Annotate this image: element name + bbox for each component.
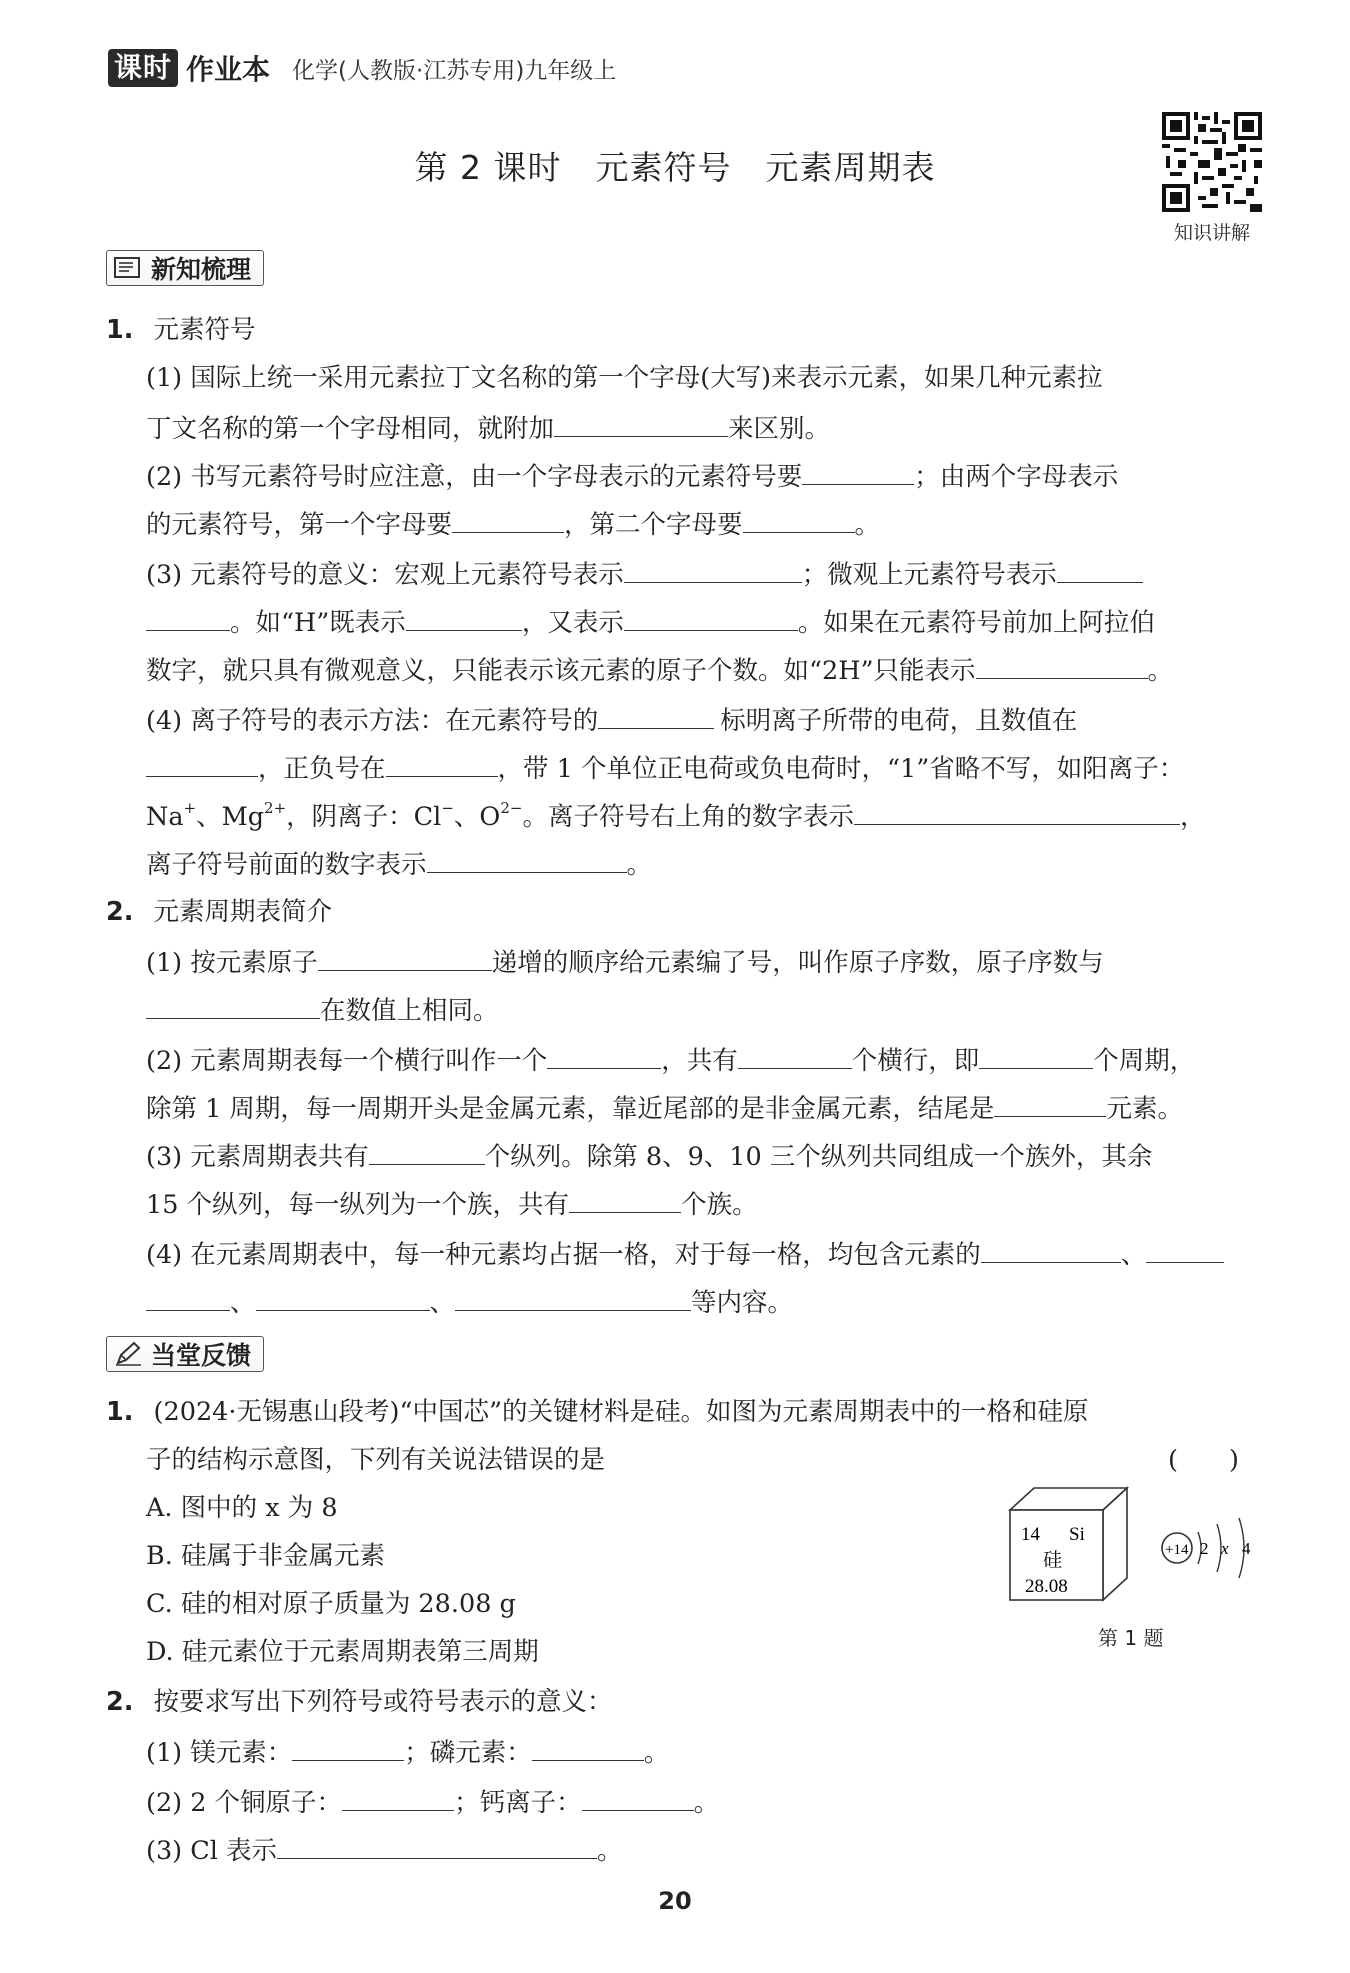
- text: 等内容。: [691, 1288, 794, 1318]
- p1-c-line1: [146, 552, 1143, 595]
- figure-caption: 第 1 题: [1098, 1626, 1164, 1650]
- text: (2) 2 个铜原子：: [146, 1788, 343, 1818]
- q1-option-d[interactable]: D. 硅元素位于元素周期表第三周期: [146, 1637, 539, 1667]
- answer-blank[interactable]: [427, 842, 627, 873]
- text: 标明离子所带的电荷，且数值在: [720, 706, 1078, 736]
- q1-stem-line1: [106, 1392, 1089, 1432]
- section-header-new-knowledge: [106, 250, 264, 286]
- qr-code-icon[interactable]: [1162, 112, 1262, 212]
- answer-blank[interactable]: [292, 1730, 404, 1761]
- part2-number: 2.: [106, 897, 134, 927]
- text: 。: [626, 850, 653, 880]
- text: ，第二个字母要: [564, 510, 743, 540]
- answer-blank[interactable]: [598, 698, 714, 729]
- periodic-cell: [1010, 1488, 1127, 1600]
- qr-caption: 知识讲解: [1173, 222, 1250, 244]
- text: (2024·无锡惠山段考)“中国芯”的关键材料是硅。如图为元素周期表中的一格和硅原: [153, 1397, 1089, 1427]
- text: (1) 按元素原子: [146, 948, 318, 978]
- text: (2) 元素周期表每一个横行叫作一个: [146, 1046, 548, 1076]
- section-title: 当堂反馈: [151, 1341, 252, 1370]
- shell-3-electrons: 4: [1242, 1539, 1251, 1558]
- q1-number: 1.: [106, 1397, 134, 1427]
- p2-d-line2: [146, 1280, 793, 1323]
- brand-badge: 课时: [108, 49, 178, 87]
- text: 个周期，: [1093, 1046, 1196, 1076]
- q1-option-c[interactable]: C. 硅的相对原子质量为 28.08 g: [146, 1589, 516, 1619]
- answer-blank[interactable]: [146, 746, 258, 777]
- p1-d-line1: [146, 698, 1077, 741]
- text: 来区别。: [728, 414, 831, 444]
- q2-part1: [146, 1730, 669, 1773]
- part2-heading: [106, 892, 332, 932]
- text: ，又表示: [521, 608, 624, 638]
- text: 、: [1120, 1240, 1147, 1270]
- text: 离子符号前面的数字表示: [146, 850, 427, 880]
- shell-1-electrons: 2: [1200, 1539, 1209, 1558]
- text: 子的结构示意图，下列有关说法错误的是: [146, 1445, 606, 1475]
- answer-blank[interactable]: [146, 988, 320, 1019]
- text: 。: [643, 1738, 670, 1768]
- text: 数字，就只具有微观意义，只能表示该元素的原子个数。如“2H”只能表示: [146, 656, 976, 686]
- text: 。离子符号右上角的数字表示: [522, 802, 854, 832]
- element-symbol: Si: [1069, 1524, 1085, 1545]
- text: Na: [146, 802, 184, 832]
- text: 除第 1 周期，每一周期开头是金属元素，靠近尾部的是非金属元素，结尾是: [146, 1094, 995, 1124]
- answer-blank[interactable]: [277, 1828, 597, 1859]
- answer-blank[interactable]: [342, 1780, 454, 1811]
- answer-blank[interactable]: [532, 1730, 644, 1761]
- subject-label: 化学(人教版·江苏专用)九年级上: [292, 57, 617, 84]
- answer-blank[interactable]: [569, 1182, 681, 1213]
- answer-blank[interactable]: [854, 794, 1180, 825]
- p1-d-line3: [146, 794, 1205, 837]
- text: ；微观上元素符号表示: [801, 560, 1057, 590]
- answer-blank[interactable]: [256, 1280, 430, 1311]
- p1-b-line1: [146, 454, 1118, 497]
- text: 、Mg: [196, 802, 265, 832]
- q1-option-a[interactable]: A. 图中的 x 为 8: [146, 1493, 338, 1523]
- atomic-mass: 28.08: [1025, 1576, 1068, 1597]
- text: ，带 1 个单位正电荷或负电荷时，“1”省略不写，如阳离子：: [497, 754, 1185, 784]
- text: ；由两个字母表示: [914, 462, 1119, 492]
- answer-blank[interactable]: [455, 1280, 691, 1311]
- answer-blank[interactable]: [386, 746, 498, 777]
- part1-heading: [106, 310, 256, 350]
- text: (4) 离子符号的表示方法：在元素符号的: [146, 706, 599, 736]
- text: (4) 在元素周期表中，每一种元素均占据一格，对于每一格，均包含元素的: [146, 1240, 981, 1270]
- answer-blank[interactable]: [976, 648, 1148, 679]
- superscript: −: [441, 799, 454, 817]
- p1-a-line2: [146, 406, 830, 449]
- p1-d-line2: [146, 746, 1184, 789]
- superscript: +: [183, 799, 197, 817]
- p2-a-line2: [146, 988, 499, 1031]
- text: (1) 国际上统一采用元素拉丁文名称的第一个字母(大写)来表示元素，如果几种元素拉: [146, 363, 1103, 393]
- text: ，正负号在: [258, 754, 386, 784]
- text: 。如果在元素符号前加上阿拉伯: [797, 608, 1155, 638]
- text: 个族。: [681, 1190, 758, 1220]
- p2-c-line1: [146, 1134, 1152, 1177]
- p1-a-line1: [146, 358, 1103, 398]
- superscript: 2−: [500, 799, 523, 817]
- p1-c-line2: [146, 600, 1155, 643]
- text: 递增的顺序给元素编了号，叫作原子序数，原子序数与: [491, 948, 1104, 978]
- part2-title: 元素周期表简介: [153, 897, 333, 927]
- text: ，阴离子：Cl: [286, 802, 442, 832]
- atom-structure: [1162, 1518, 1251, 1578]
- answer-blank[interactable]: [981, 1232, 1121, 1263]
- answer-blank[interactable]: [554, 406, 728, 437]
- atomic-number: 14: [1021, 1524, 1040, 1545]
- text: (3) 元素周期表共有: [146, 1142, 369, 1172]
- text: 在数值上相同。: [320, 996, 499, 1026]
- p1-b-line2: [146, 502, 880, 545]
- answer-blank[interactable]: [802, 454, 914, 485]
- p2-a-line1: [146, 940, 1104, 983]
- text: (2) 书写元素符号时应注意，由一个字母表示的元素符号要: [146, 462, 803, 492]
- section-box: [106, 250, 264, 286]
- q1-option-b[interactable]: B. 硅属于非金属元素: [146, 1541, 385, 1571]
- text: 。: [597, 1836, 623, 1866]
- q1-stem-line2: [146, 1440, 605, 1480]
- p1-d-line4: [146, 842, 652, 885]
- book-header: [108, 48, 616, 88]
- answer-blank[interactable]: [743, 502, 855, 533]
- shell-2-electrons: x: [1221, 1539, 1229, 1558]
- text: (3) 元素符号的意义：宏观上元素符号表示: [146, 560, 624, 590]
- text: (1) 镁元素：: [146, 1738, 293, 1768]
- text: 、: [230, 1288, 256, 1318]
- answer-blank[interactable]: [547, 1038, 661, 1069]
- text: 。如“H”既表示: [230, 608, 406, 638]
- q2-part2: [146, 1780, 719, 1823]
- answer-blank[interactable]: [369, 1134, 485, 1165]
- text: 的元素符号，第一个字母要: [146, 510, 453, 540]
- lesson-title: 第 2 课时 元素符号 元素周期表: [414, 148, 936, 187]
- p2-d-line1: [146, 1232, 1224, 1275]
- answer-blank[interactable]: [146, 1280, 230, 1311]
- q2-part3: [146, 1828, 623, 1871]
- text: ，共有: [661, 1046, 738, 1076]
- q1-answer-paren[interactable]: ( ): [1168, 1445, 1239, 1475]
- section-box: [106, 1336, 264, 1372]
- answer-blank[interactable]: [738, 1038, 852, 1069]
- text: ；钙离子：: [454, 1788, 582, 1818]
- book-icon: [113, 255, 143, 281]
- part1-title: 元素符号: [153, 315, 256, 345]
- brand-name: 作业本: [186, 53, 271, 86]
- text: (3) Cl 表示: [146, 1836, 277, 1866]
- text: ；磷元素：: [404, 1738, 532, 1768]
- q2-number: 2.: [106, 1687, 134, 1717]
- answer-blank[interactable]: [406, 600, 522, 631]
- answer-blank[interactable]: [994, 1086, 1106, 1117]
- text: 。: [693, 1788, 720, 1818]
- text: 。: [1147, 656, 1174, 686]
- text: 15 个纵列，每一纵列为一个族，共有: [146, 1190, 570, 1220]
- answer-blank[interactable]: [624, 600, 798, 631]
- text: 元素。: [1106, 1094, 1183, 1124]
- silicon-figure: [1005, 1482, 1275, 1642]
- p2-b-line2: [146, 1086, 1183, 1129]
- text: 。: [854, 510, 881, 540]
- answer-blank[interactable]: [582, 1780, 694, 1811]
- answer-blank[interactable]: [452, 502, 564, 533]
- text: 、O: [453, 802, 501, 832]
- element-name: 硅: [1043, 1549, 1063, 1571]
- answer-blank[interactable]: [1057, 552, 1143, 583]
- superscript: 2+: [264, 799, 287, 817]
- section-title: 新知梳理: [151, 255, 252, 284]
- pencil-icon: [113, 1341, 143, 1367]
- answer-blank[interactable]: [146, 600, 230, 631]
- p1-c-line3: [146, 648, 1173, 691]
- q2-stem: [106, 1682, 613, 1722]
- page-number: 20: [658, 1887, 692, 1915]
- answer-blank[interactable]: [624, 552, 802, 583]
- p2-b-line1: [146, 1038, 1195, 1081]
- text: 按要求写出下列符号或符号表示的意义：: [153, 1687, 613, 1717]
- text: 个横行，即: [851, 1046, 980, 1076]
- section-header-feedback: [106, 1336, 264, 1372]
- nucleus-charge: +14: [1165, 1542, 1189, 1558]
- p2-c-line2: [146, 1182, 758, 1225]
- part1-number: 1.: [106, 315, 134, 345]
- text: 个纵列。除第 8、9、10 三个纵列共同组成一个族外，其余: [484, 1142, 1153, 1172]
- text: 丁文名称的第一个字母相同，就附加: [146, 414, 555, 444]
- text: 、: [429, 1288, 456, 1318]
- answer-blank[interactable]: [979, 1038, 1093, 1069]
- text: ，: [1179, 802, 1206, 832]
- answer-blank[interactable]: [318, 940, 492, 971]
- answer-blank[interactable]: [1146, 1232, 1224, 1263]
